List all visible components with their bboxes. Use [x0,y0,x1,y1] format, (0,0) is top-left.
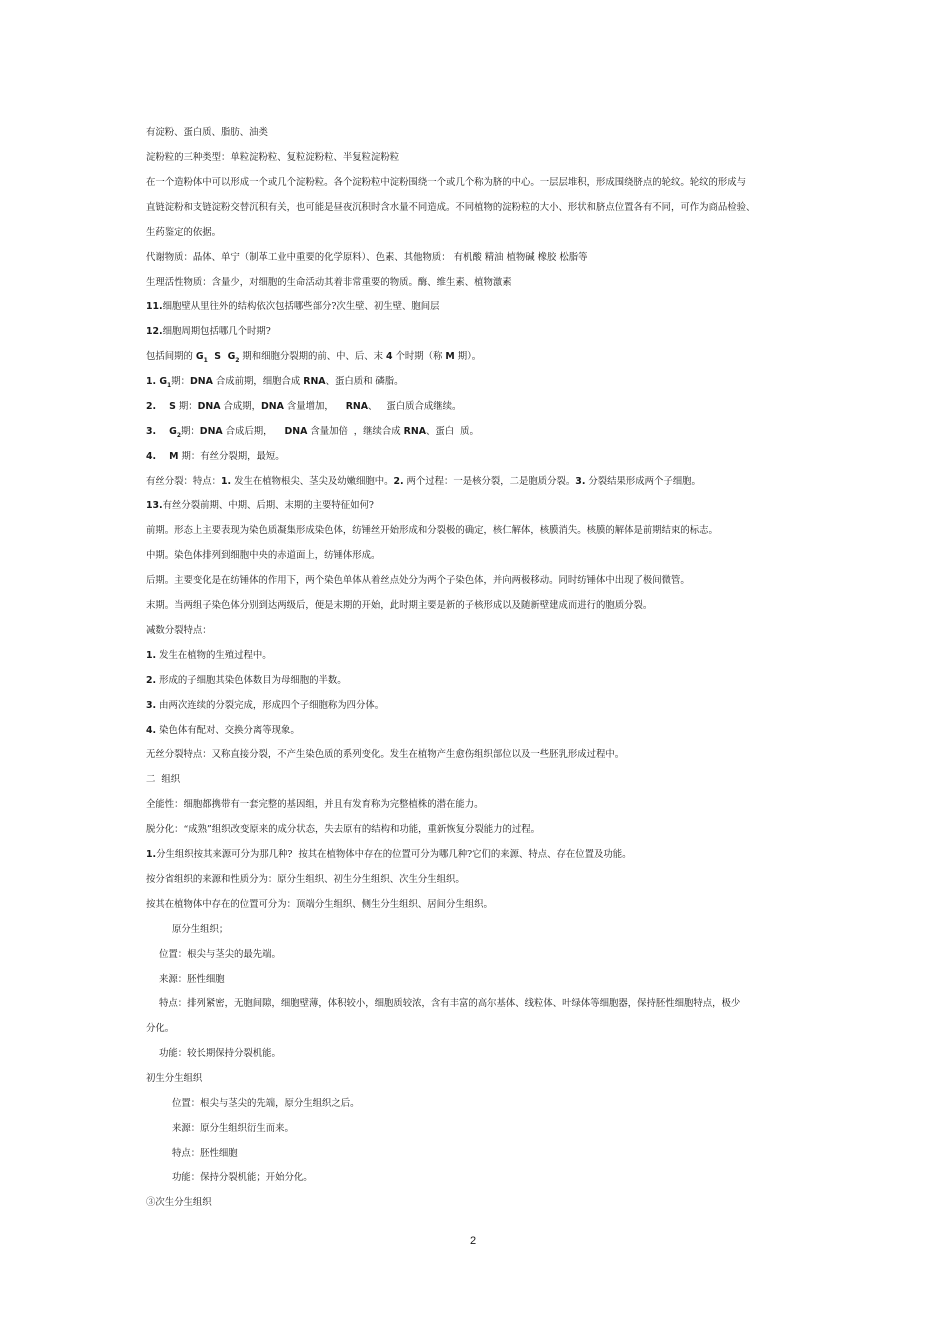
text-line: 脱分化：“成熟”组织改变原来的成分状态，失去原有的结构和功能，重新恢复分裂能力的过程。 [146,824,540,835]
phase-label: M [445,351,455,362]
subscript: 1 [203,357,208,364]
text-segment: RNA [303,376,326,387]
text-line: 来源：胚性细胞 [159,974,225,985]
text-segment: 含量加倍 ，继续合成 [307,426,404,437]
text-segment: DNA [190,376,213,387]
list-item [146,700,384,712]
question-11 [146,301,440,313]
text-segment: 含量增加， [283,401,346,412]
phase-item [146,426,479,438]
item-number: 1. [221,476,232,487]
text-line: 无丝分裂特点：又称直接分裂，不产生染色质的系列变化。发生在植物产生愈伤组织部位以及一些胚乳形成过程中。 [146,749,625,760]
question-13 [146,500,374,512]
text-line: 特点：胚性细胞 [172,1148,238,1159]
text-segment: 期：有丝分裂期，最短。 [178,451,285,462]
phase-label: G [227,351,236,362]
item-number: 3. [575,476,586,487]
text-segment: DNA [197,401,221,412]
text-line: 中期。染色体排列到细胞中央的赤道面上，纺锤体形成。 [146,550,381,561]
cell-cycle-intro [146,351,481,363]
text-line: 前期。形态上主要表现为染色质凝集形成染色体，纺锤丝开始形成和分裂极的确定，核仁解体，核膜消失。核膜的解体是前期结束的标志。 [146,525,718,536]
text-line: 分化。 [146,1023,175,1034]
question-number: 11. [146,301,163,312]
text-segment: 分裂结果形成两个子细胞。 [585,476,701,487]
text-segment: DNA [261,401,284,412]
phase-number: 3. G [146,426,177,437]
text-line: 位置：根尖与茎尖的先端，原分生组织之后。 [172,1098,360,1109]
subscript: 2 [235,357,240,364]
text-line: 直链淀粉和支链淀粉交替沉积有关，也可能是昼夜沉积时含水量不同造成。不同植物的淀粉粒的大小、形状和脐点位置各有不同，可作为商品检验、 [146,202,756,213]
text-segment: DNA [284,426,308,437]
text-segment: 、蛋白 质。 [425,426,479,437]
question-text: 细胞壁从里往外的结构依次包括哪些部分?次生壁、初生壁、胞间层 [162,301,440,312]
text-line: 来源：原分生组织衍生而来。 [172,1123,294,1134]
text-segment: 期： [171,376,190,387]
phase-item [146,451,285,463]
text-segment: 、蛋白质和 磷脂。 [325,376,404,387]
text-segment: RNA [403,426,426,437]
text-segment: 期）。 [454,351,482,362]
text-segment: 期： [181,426,200,437]
item-text: 染色体有配对、交换分离等现象。 [156,725,300,736]
text-segment: 期： [175,401,198,412]
text-segment: 包括间期的 [146,351,196,362]
text-line: 位置：根尖与茎尖的最先端。 [159,949,281,960]
item-number: 1. [146,650,157,661]
text-segment: 有丝分裂：特点： [146,476,222,487]
text-line: 后期。主要变化是在纺锤体的作用下，两个染色单体从着丝点处分为两个子染色体，并向两极移动。同时纺锤体中出现了极间微管。 [146,575,690,586]
phase-item [146,401,461,413]
phase-label: S [207,351,228,362]
list-item [146,675,347,687]
text-line: 生理活性物质：含量少，对细胞的生命活动其着非常重要的物质。酶、维生素、植物激素 [146,277,512,288]
page-number: 2 [470,1235,477,1247]
text-segment: 个时期（称 [392,351,446,362]
text-line: 减数分裂特点： [146,625,212,636]
section-heading: 二 组织 [146,774,181,785]
text-segment: RNA [345,401,369,412]
text-line: 有淀粉、蛋白质、脂肪、油类 [146,127,268,138]
phase-label: G [195,351,204,362]
question-text: 有丝分裂前期、中期、后期、末期的主要特征如何? [162,500,374,511]
question-number: 13. [146,500,163,511]
text-segment: 期和细胞分裂期的前、中、后、末 [239,351,387,362]
item-text: 由两次连续的分裂完成，形成四个子细胞称为四分体。 [156,700,385,711]
phase-number: 1. G [146,376,168,387]
text-segment: 合成期， [220,401,262,412]
phase-number: 2. S [146,401,176,412]
text-line: 按其在植物体中存在的位置可分为：顶端分生组织、侧生分生组织、居间分生组织。 [146,899,493,910]
text-line: 代谢物质：晶体、单宁（制革工业中重要的化学原料）、色素、其他物质： 有机酸 精油 植物碱 橡胶 松脂等 [146,252,588,263]
text-line: 末期。当两组子染色体分别到达两级后，便是末期的开始，此时期主要是新的子核形成以及随新壁建成而进行的胞质分裂。 [146,600,653,611]
text-segment: 4 [386,351,393,362]
text-segment: 合成后期， [222,426,285,437]
item-text: 发生在植物的生殖过程中。 [156,650,272,661]
text-segment: 两个过程：一是核分裂，二是胞质分裂。 [403,476,576,487]
text-segment: 发生在植物根尖、茎尖及幼嫩细胞中。 [231,476,394,487]
item-number: 2. [393,476,404,487]
item-number: 4. [146,725,157,736]
list-item [146,650,272,662]
question-text: 分生组织按其来源可分为那几种? 按其在植物体中存在的位置可分为哪几种?它们的来源、特点、存在位置及功能。 [156,849,632,860]
text-segment: 合成前期，细胞合成 [212,376,304,387]
phase-item [146,376,404,388]
question-text: 细胞周期包括哪几个时期? [162,326,271,337]
question-number: 1. [146,849,157,860]
text-segment: 、 蛋白质合成继续。 [368,401,462,412]
text-line: 在一个造粉体中可以形成一个或几个淀粉粒。各个淀粉粒中淀粉围绕一个或几个称为脐的中心。一层层堆积，形成围绕脐点的轮纹。轮纹的形成与 [146,177,747,188]
list-item [146,725,300,737]
text-line: 全能性：细胞都携带有一套完整的基因组，并且有发育称为完整植株的潜在能力。 [146,799,484,810]
item-number: 3. [146,700,157,711]
text-line: 淀粉粒的三种类型：单粒淀粉粒、复粒淀粉粒、半复粒淀粉粒 [146,152,400,163]
subscript: 2 [176,432,182,439]
item-number: 2. [146,675,157,686]
subscript: 1 [167,382,172,389]
item-text: 形成的子细胞其染色体数目为母细胞的半数。 [156,675,347,686]
text-line: 生药鉴定的依据。 [146,227,222,238]
mitosis-features [146,476,701,488]
subsection-title: 初生分生组织 [146,1073,203,1084]
text-line: 特点：排列紧密，无胞间隙，细胞壁薄，体积较小，细胞质较浓，含有丰富的高尔基体、线粒体、叶绿体等细胞器，保持胚性细胞特点，极少 [159,998,741,1009]
text-line: 功能：保持分裂机能；开始分化。 [172,1172,313,1183]
text-line: 按分省组织的来源和性质分为：原分生组织、初生分生组织、次生分生组织。 [146,874,465,885]
question-1 [146,849,632,861]
question-number: 12. [146,326,163,337]
text-line: 功能：较长期保持分裂机能。 [159,1048,281,1059]
subsection-title: ③次生分生组织 [146,1197,212,1208]
question-12 [146,326,271,338]
subsection-title: 原分生组织； [172,924,229,935]
text-segment: DNA [199,426,223,437]
phase-number: 4. M [146,451,179,462]
